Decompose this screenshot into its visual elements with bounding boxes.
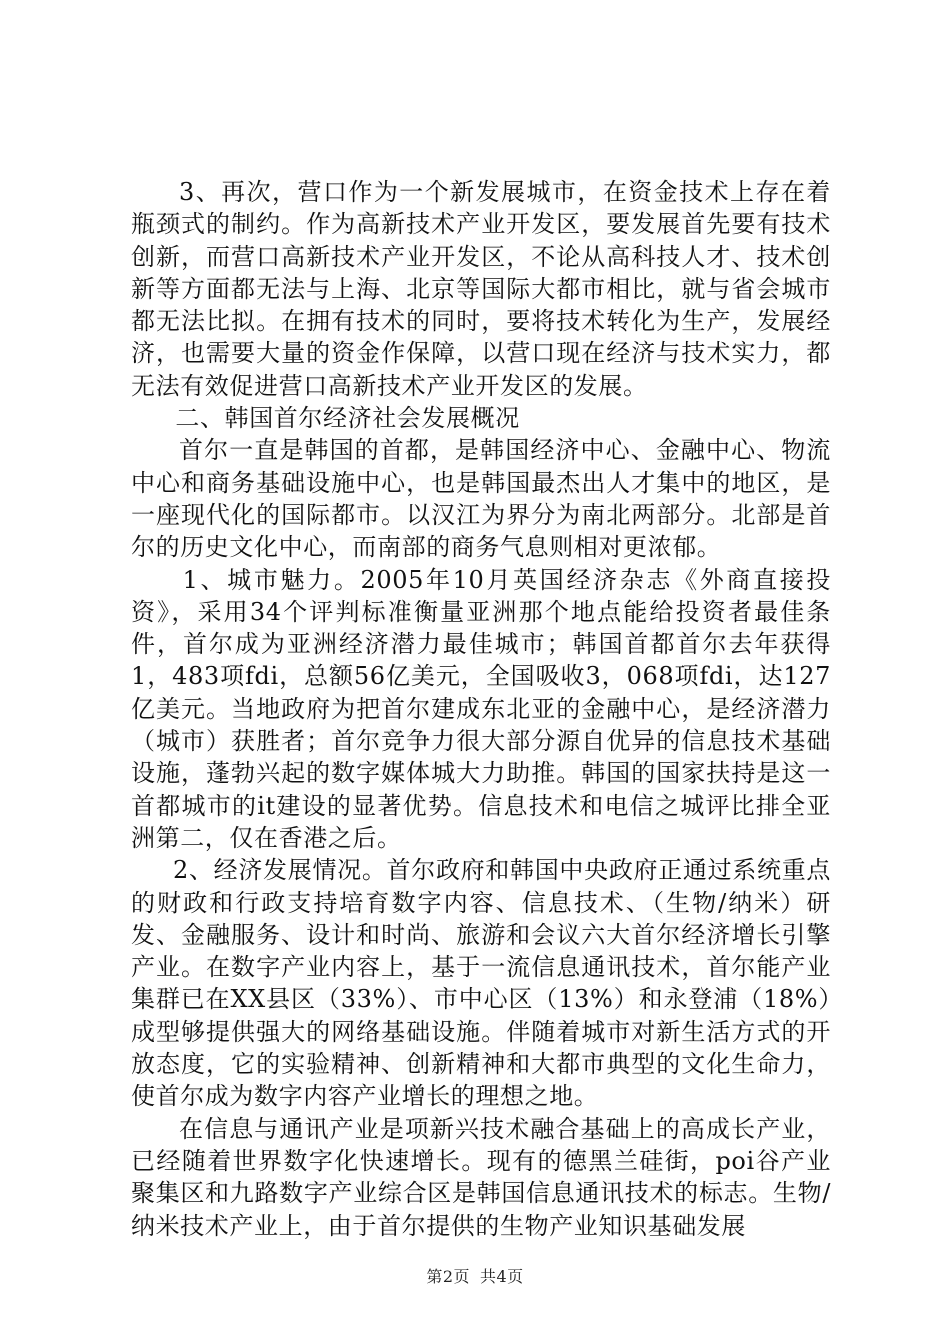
page-number: 第2页	[426, 1267, 470, 1286]
paragraph-city-appeal: 1、城市魅力。2005年10月英国经济杂志《外商直接投资》，采用34个评判标准衡量亚洲那个地点能给投资者最佳条件，首尔成为亚洲经济潜力最佳城市；韩国首都首尔去年获得1，483项fdi，总额56亿美元，全国吸收3，068项fdi，达127亿美元。当地政府为把首尔建成东北亚的金融中心，是经济潜力（城市）获胜者；首尔竞争力很大部分源自优异的信息技术基础设施，蓬勃兴起的数字媒体城大力助推。韩国的国家扶持是这一首都城市的it建设的显著优势。信息技术和电信之城评比排全亚洲第二，仅在香港之后。	[131, 565, 831, 852]
paragraph-capital-constraint: 3、再次，营口作为一个新发展城市，在资金技术上存在着瓶颈式的制约。作为高新技术产业开发区，要发展首先要有技术创新，而营口高新技术产业开发区，不论从高科技人才、技术创新等方面都无法与上海、北京等国际大都市相比，就与省会城市都无法比拟。在拥有技术的同时，要将技术转化为生产，发展经济，也需要大量的资金作保障，以营口现在经济与技术实力，都无法有效促进营口高新技术产业开发区的发展。	[131, 178, 831, 400]
paragraph-economic-development: 2、经济发展情况。首尔政府和韩国中央政府正通过系统重点的财政和行政支持培育数字内容、信息技术、（生物/纳米）研发、金融服务、设计和时尚、旅游和会议六大首尔经济增长引擎产业。在数字产业内容上，基于一流信息通讯技术，首尔能产业集群已在XX县区（33%）、市中心区（13%）和永登浦（18%）成型够提供强大的网络基础设施。伴随着城市对新生活方式的开放态度，它的实验精神、创新精神和大都市典型的文化生命力，使首尔成为数字内容产业增长的理想之地。	[131, 856, 831, 1111]
paragraph-ict-industry: 在信息与通讯产业是项新兴技术融合基础上的高成长产业，已经随着世界数字化快速增长。现有的德黑兰硅街，poi谷产业聚集区和九路数字产业综合区是韩国信息通讯技术的标志。生物/纳米技术产业上，由于首尔提供的生物产业知识基础发展	[131, 1114, 831, 1240]
page-total: 共4页	[480, 1267, 524, 1286]
section-heading-seoul-overview: 二、韩国首尔经济社会发展概况	[175, 404, 520, 433]
paragraph-seoul-intro: 首尔一直是韩国的首都，是韩国经济中心、金融中心、物流中心和商务基础设施中心，也是韩国最杰出人才集中的地区，是一座现代化的国际都市。以汉江为界分为南北两部分。北部是首尔的历史文化中心，而南部的商务气息则相对更浓郁。	[131, 436, 831, 562]
page-footer	[0, 1264, 950, 1287]
document-body	[131, 176, 831, 1242]
